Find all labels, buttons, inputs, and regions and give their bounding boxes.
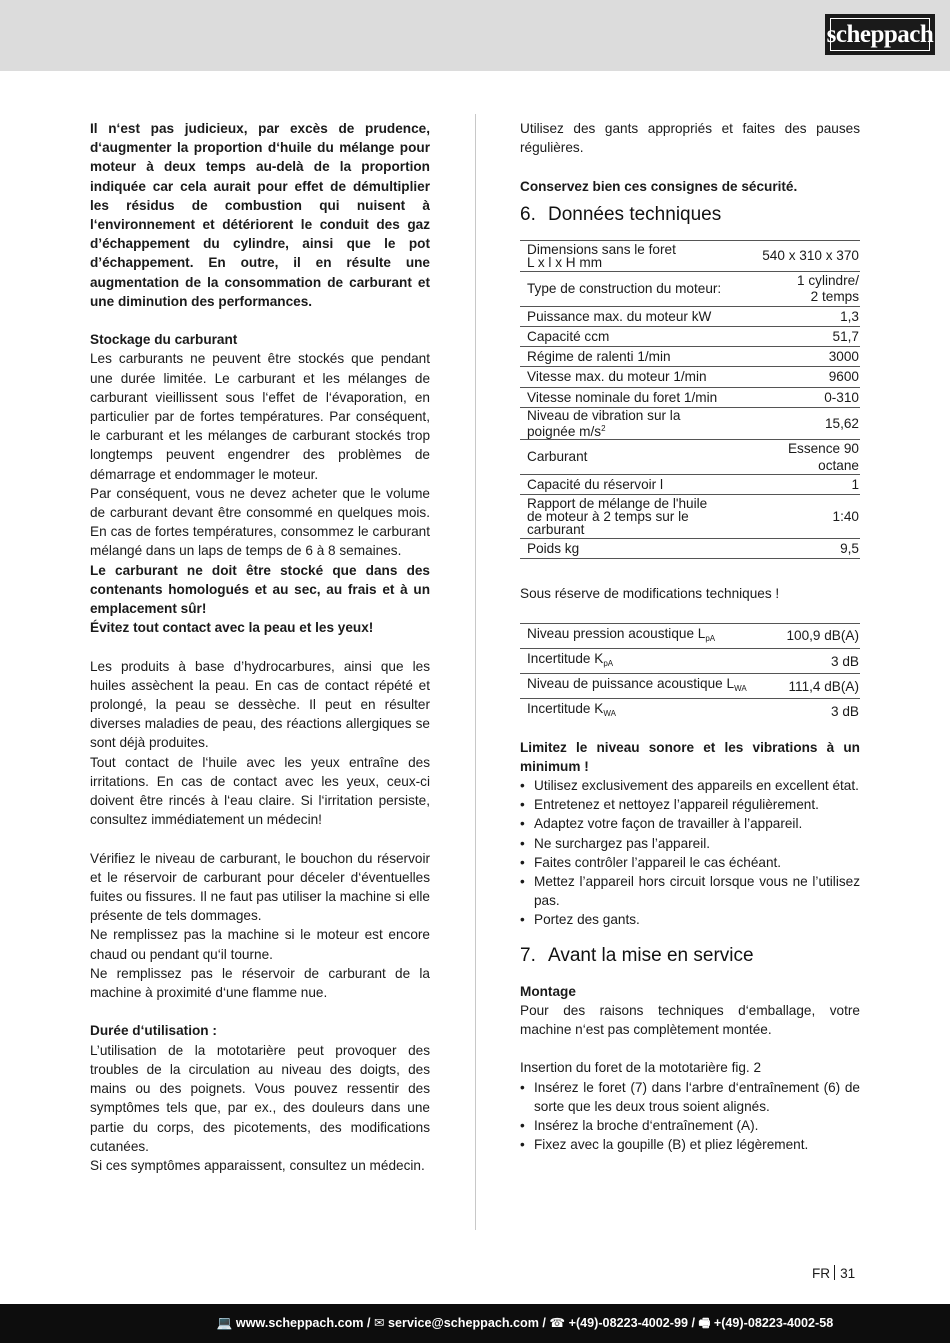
header-bar xyxy=(0,0,950,71)
montage-paragraph: Pour des raisons techniques d‘emballage, votre machine n‘est pas complètement montée. xyxy=(520,1002,860,1038)
footer-contact-bar: 💻 www.scheppach.com / ✉ service@scheppach.com / ☎ +(49)-08223-4002-99 / 🖷 +(49)-08223-4002-58 xyxy=(0,1304,950,1343)
section-number: 6. xyxy=(520,203,536,225)
montage-title: Montage xyxy=(520,983,576,999)
gloves-paragraph: Utilisez des gants appropriés et faites des pauses régulières. xyxy=(520,121,860,156)
limit-noise-title: Limitez le niveau sonore et les vibrations à un minimum ! xyxy=(520,739,860,774)
list-item: • Insérez la broche d‘entraînement (A). xyxy=(520,1116,860,1135)
table-row: Poids kg 9,5 xyxy=(520,539,860,559)
page-number-value: 31 xyxy=(840,1266,856,1281)
table-row: Capacité du réservoir l 1 xyxy=(520,474,860,494)
list-item: • Insérez le foret (7) dans l‘arbre d‘entraînement (6) de sorte que les deux trous soient alignés. xyxy=(520,1078,860,1116)
technical-data-table xyxy=(520,240,860,559)
list-item: • Utilisez exclusivement des appareils en excellent état. xyxy=(520,776,860,795)
storage-paragraph: Les carburants ne peuvent être stockés que pendant une durée limitée. Le carburant et les mélanges de carburant vieillissent sous l‘effet de l‘évaporation, en particulier par de fortes températures. Par conséquent, le carburant et les mélanges de carburant stockés trop longtemps peuvent engendrer des problèmes de démarrage et endommager le moteur. xyxy=(90,351,430,482)
table-row: Rapport de mélange de l'huile de moteur à 2 temps sur le carburant 1:40 xyxy=(520,495,860,539)
check-paragraph: Vérifiez le niveau de carburant, le bouchon du réservoir et le réservoir de carburant pour déceler d‘éventuelles fuites ou fissures. Il ne faut pas utiliser la machine si elle présente de tels dommages. xyxy=(90,850,430,924)
fuel-mix-warning: Il n‘est pas judicieux, par excès de prudence, d‘augmenter la proportion d‘huile du mélange pour moteur à deux temps au-delà de la proportion indiquée car cela aurait pour effet de démultiplier les résidus de combustion qui nuisent à l‘environnement et détériorent le conduit des gaz d’échappement du cylindre, ainsi que le pot d’échappement. En outre, il en résulte une augmentation de la consommation de carburant et une diminution des performances. xyxy=(90,121,430,309)
table-row: Incertitude $K_{WA}$ 3 dB xyxy=(527,701,859,719)
section-title: Données techniques xyxy=(548,203,722,225)
insert-list xyxy=(520,1078,860,1155)
table-row: Régime de ralenti 1/min 3000 xyxy=(520,347,860,367)
table-row: Niveau de puissance acoustique $L_{WA}$ 111,4 dB(A) xyxy=(520,674,860,699)
duration-paragraph: L’utilisation de la mototarière peut provoquer des troubles de la circulation au niveau des doigts, des mains ou des poignets. Vous pouvez ressentir des symptômes tels que, par ex., des douleurs dans une partie du corps, des picotements, des modifications cutanées. xyxy=(90,1042,430,1154)
limit-noise-list xyxy=(520,776,860,930)
skin-paragraph: Les produits à base d’hydrocarbures, ainsi que les huiles assèchent la peau. En cas de contact répété et prolongé, la peau se dessèche. Il peut en résulter diverses maladies de peau, des réactions allergiques se sont déjà produites. xyxy=(90,658,430,751)
table-row: Vitesse nominale du foret 1/min 0-310 xyxy=(520,387,860,407)
section-title: Avant la mise en service xyxy=(548,944,754,966)
list-item: • Mettez l’appareil hors circuit lorsque vous ne l’utilisez pas. xyxy=(520,872,860,910)
table-row: Niveau pression acoustique $L_{pA}$ 100,9 dB(A) xyxy=(520,623,860,648)
list-item: • Fixez avec la goupille (B) et pliez légèrement. xyxy=(520,1135,860,1154)
check-paragraph: Ne remplissez pas le réservoir de carburant de la machine à proximité d‘une flamme nue. xyxy=(90,965,430,1001)
right-column xyxy=(520,119,860,1154)
list-item: • Ne surchargez pas l’appareil. xyxy=(520,834,860,853)
check-paragraph: Ne remplissez pas la machine si le moteur est encore chaud ou pendant qu‘il tourne. xyxy=(90,927,430,962)
noise-data-table xyxy=(520,623,860,724)
table-row: Type de construction du moteur: 1 cylindre/ 2 temps xyxy=(520,271,860,306)
duration-title: Durée d‘utilisation : xyxy=(90,1023,217,1039)
table-row: Carburant Essence 90 octane xyxy=(520,439,860,474)
insert-title: Insertion du foret de la mototarière fig. 2 xyxy=(520,1060,762,1076)
storage-warning: Le carburant ne doit être stocké que dans des contenants homologués et au sec, au frais et à un emplacement sûr! xyxy=(90,562,430,617)
table-row: Puissance max. du moteur kW 1,3 xyxy=(520,306,860,326)
table-row: Incertitude $K_{pA}$ 3 dB xyxy=(520,649,860,674)
brand-logo: scheppach xyxy=(825,14,935,55)
list-item: • Faites contrôler l’appareil le cas échéant. xyxy=(520,853,860,872)
table-row: Niveau de vibration sur la poignée $m/s^2$ 15,62 xyxy=(520,407,860,439)
page-number xyxy=(812,1265,855,1281)
list-item: • Portez des gants. xyxy=(520,910,860,929)
subject-to-change-note: Sous réserve de modifications techniques ! xyxy=(520,586,780,602)
section-number: 7. xyxy=(520,944,536,966)
section-6-heading xyxy=(520,203,860,227)
table-row: Capacité ccm 51,7 xyxy=(520,327,860,347)
storage-paragraph: Par conséquent, vous ne devez acheter que le volume de carburant devant être consommé en quelques mois. En cas de fortes températures, consommez le carburant mélangé dans un laps de temps de 6 à 8 semaines. xyxy=(90,485,430,559)
list-item: • Adaptez votre façon de travailler à l’appareil. xyxy=(520,814,860,833)
eye-paragraph: Tout contact de l‘huile avec les yeux entraîne des irritations. En cas de contact avec les yeux, ceux-ci doivent être rincés à l‘eau claire. Si l‘irritation persiste, consultez immédiatement un médecin! xyxy=(90,754,430,828)
keep-instructions: Conservez bien ces consignes de sécurité. xyxy=(520,178,798,194)
page-language: FR xyxy=(812,1266,831,1281)
table-row: Vitesse max. du moteur 1/min 9600 xyxy=(520,367,860,387)
table-row: Dimensions sans le foret L x l x H mm 540 x 310 x 370 xyxy=(520,240,860,271)
left-column xyxy=(90,119,430,1175)
duration-paragraph: Si ces symptômes apparaissent, consultez un médecin. xyxy=(90,1157,425,1173)
storage-title: Stockage du carburant xyxy=(90,332,238,348)
column-divider xyxy=(475,114,476,1230)
list-item: • Entretenez et nettoyez l’appareil régulièrement. xyxy=(520,795,860,814)
section-7-heading xyxy=(520,944,860,968)
contact-warning: Évitez tout contact avec la peau et les yeux! xyxy=(90,620,374,636)
